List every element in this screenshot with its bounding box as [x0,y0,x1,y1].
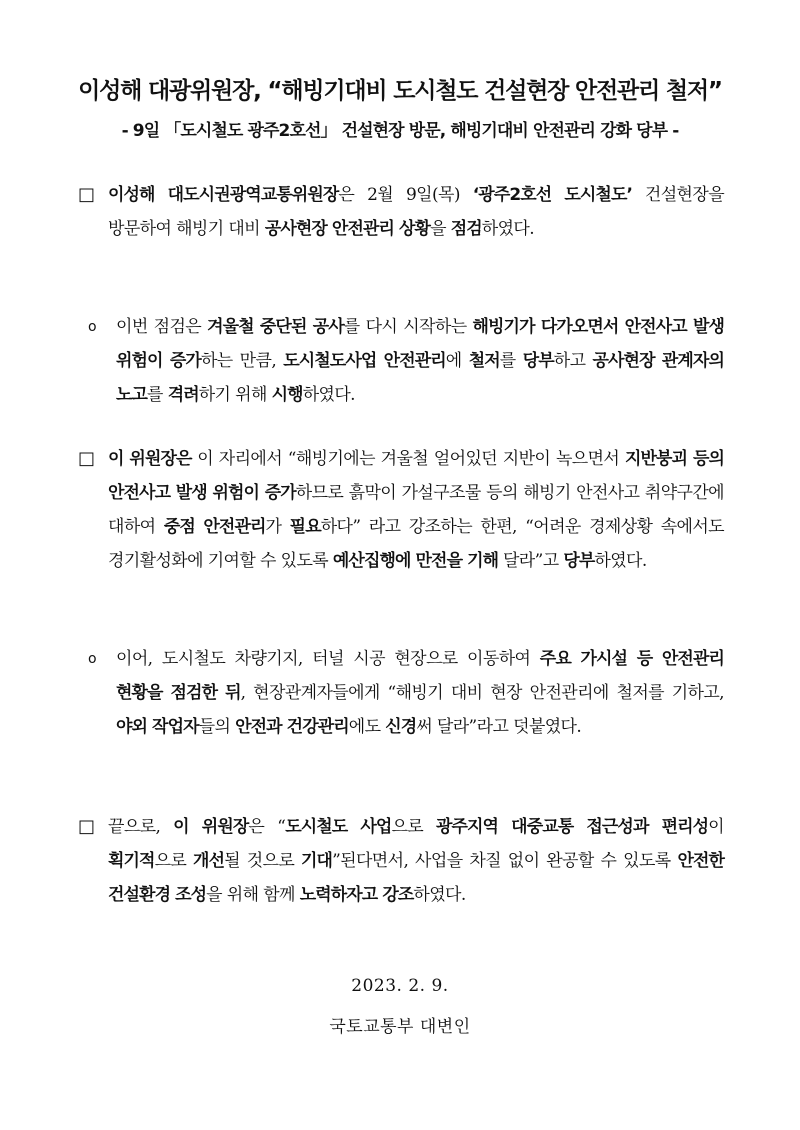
text-run: 끝으로, [108,817,174,837]
emphasis: 이 위원장은 [108,449,192,469]
paragraph-2-text [116,310,724,412]
text-run: 을 위해 함께 [206,885,300,905]
emphasis: 도시철도사업 안전관리 [283,351,446,371]
emphasis: 야외 작업자 [116,717,199,737]
paragraph-5-text [108,810,724,912]
text-run: 을 [430,219,451,239]
text-run: 하다” 라고 강조하는 한편, “어려운 경제상황 속에서도 경기활성화에 기여할 수 있도록 [108,517,724,571]
text-run: 를 다시 시작하는 [343,317,473,337]
emphasis: 주요 가시설 등 안전관리 현황을 점검한 뒤 [116,649,724,703]
text-run: 하였다. [302,385,355,405]
emphasis: 겨울철 중단된 공사 [207,317,344,337]
emphasis: 이성해 대도시권광역교통위원장 [108,185,339,205]
emphasis: 이 위원장 [173,817,249,837]
document-title: 이성해 대광위원장, “해빙기대비 도시철도 건설현장 안전관리 철저” [78,78,722,104]
circle-bullet-icon: ο [88,651,96,667]
text-run: 에 [445,351,469,371]
text-run: ”된다면서, 사업을 차질 없이 완공할 수 있도록 [332,851,678,871]
text-run: 를 [499,351,523,371]
text-run: 이어, 도시철도 차량기지, 터널 시공 현장으로 이동하여 [116,649,540,669]
emphasis: 기대 [301,851,333,871]
emphasis: 철저 [468,351,500,371]
paragraph-3 [78,442,724,578]
document-subtitle: - 9일 「도시철도 광주2호선」 건설현장 방문, 해빙기대비 안전관리 강화 당부 - [121,121,679,141]
paragraph-4 [88,642,724,744]
release-date: 2023. 2. 9. [351,976,449,996]
text-run: 하는 만큼, [200,351,284,371]
text-run: 하였다. [594,551,647,571]
emphasis: 광주지역 대중교통 접근성과 편리성 [435,817,709,837]
paragraph-5 [78,810,724,912]
paragraph-3-text [108,442,724,578]
text-run: 으로 [154,851,194,871]
text-run: 를 [147,385,168,405]
square-bullet-icon: □ [78,448,95,469]
paragraph-2 [88,310,724,412]
paragraph-1-text [108,178,724,246]
text-run: 하였다. [481,219,535,239]
text-run: 하고 [553,351,593,371]
emphasis: 당부 [563,551,595,571]
emphasis: 안전과 건강관리 [235,717,349,737]
emphasis: 당부 [522,351,554,371]
text-run: 건설현장을 방문하여 해빙기 대비 [108,185,725,239]
text-run: 써 달라”라고 덧붙였다. [416,717,582,737]
text-run: 하였다. [413,885,466,905]
emphasis: 도시철도 사업 [285,817,392,837]
text-run: 이번 점검은 [116,317,208,337]
emphasis: 시행 [271,385,303,405]
emphasis: 공사현장 관계자의 노고 [116,351,724,405]
emphasis: 점검 [450,219,482,239]
text-run: 은 “ [248,817,286,837]
issuing-organization: 국토교통부 대변인 [329,1017,471,1037]
text-run: 에도 [348,717,386,737]
text-run: 가 [265,517,290,537]
text-run: 달라”고 [498,551,564,571]
emphasis: 격려 [167,385,199,405]
emphasis: 안전한 건설환경 조성 [108,851,725,905]
paragraph-1 [78,178,724,246]
emphasis: 노력하자고 강조 [299,885,414,905]
text-run: 될 것으로 [224,851,302,871]
emphasis: 지반붕괴 등의 안전사고 발생 위험이 증가 [108,449,724,503]
text-run: 이 자리에서 “해빙기에는 겨울철 얼어있던 지반이 녹으면서 [191,449,625,469]
emphasis: 필요 [289,517,321,537]
circle-bullet-icon: ο [88,319,96,335]
emphasis: 획기적 [108,851,155,871]
emphasis: 신경 [385,717,417,737]
emphasis: 공사현장 안전관리 상황 [264,219,431,239]
text-run: 들의 [198,717,236,737]
emphasis: 해빙기가 다가오면서 안전사고 발생 위험이 증가 [116,317,725,371]
emphasis: ‘광주2호선 도시철도’ [472,185,633,205]
text-run: 이 [708,817,724,837]
emphasis: 개선 [193,851,225,871]
emphasis: 예산집행에 만전을 기해 [332,551,499,571]
text-run: 하므로 흙막이 가설구조물 등의 해빙기 안전사고 취약구간에 대하여 [108,483,724,537]
paragraph-4-text [116,642,724,744]
text-run: 은 2월 9일(목) [338,185,473,205]
square-bullet-icon: □ [78,184,95,205]
emphasis: 중점 안전관리 [163,517,266,537]
square-bullet-icon: □ [78,816,95,837]
text-run: , 현장관계자들에게 “해빙기 대비 현장 안전관리에 철저를 기하고, [240,683,724,703]
text-run: 으로 [391,817,436,837]
text-run: 하기 위해 [198,385,272,405]
